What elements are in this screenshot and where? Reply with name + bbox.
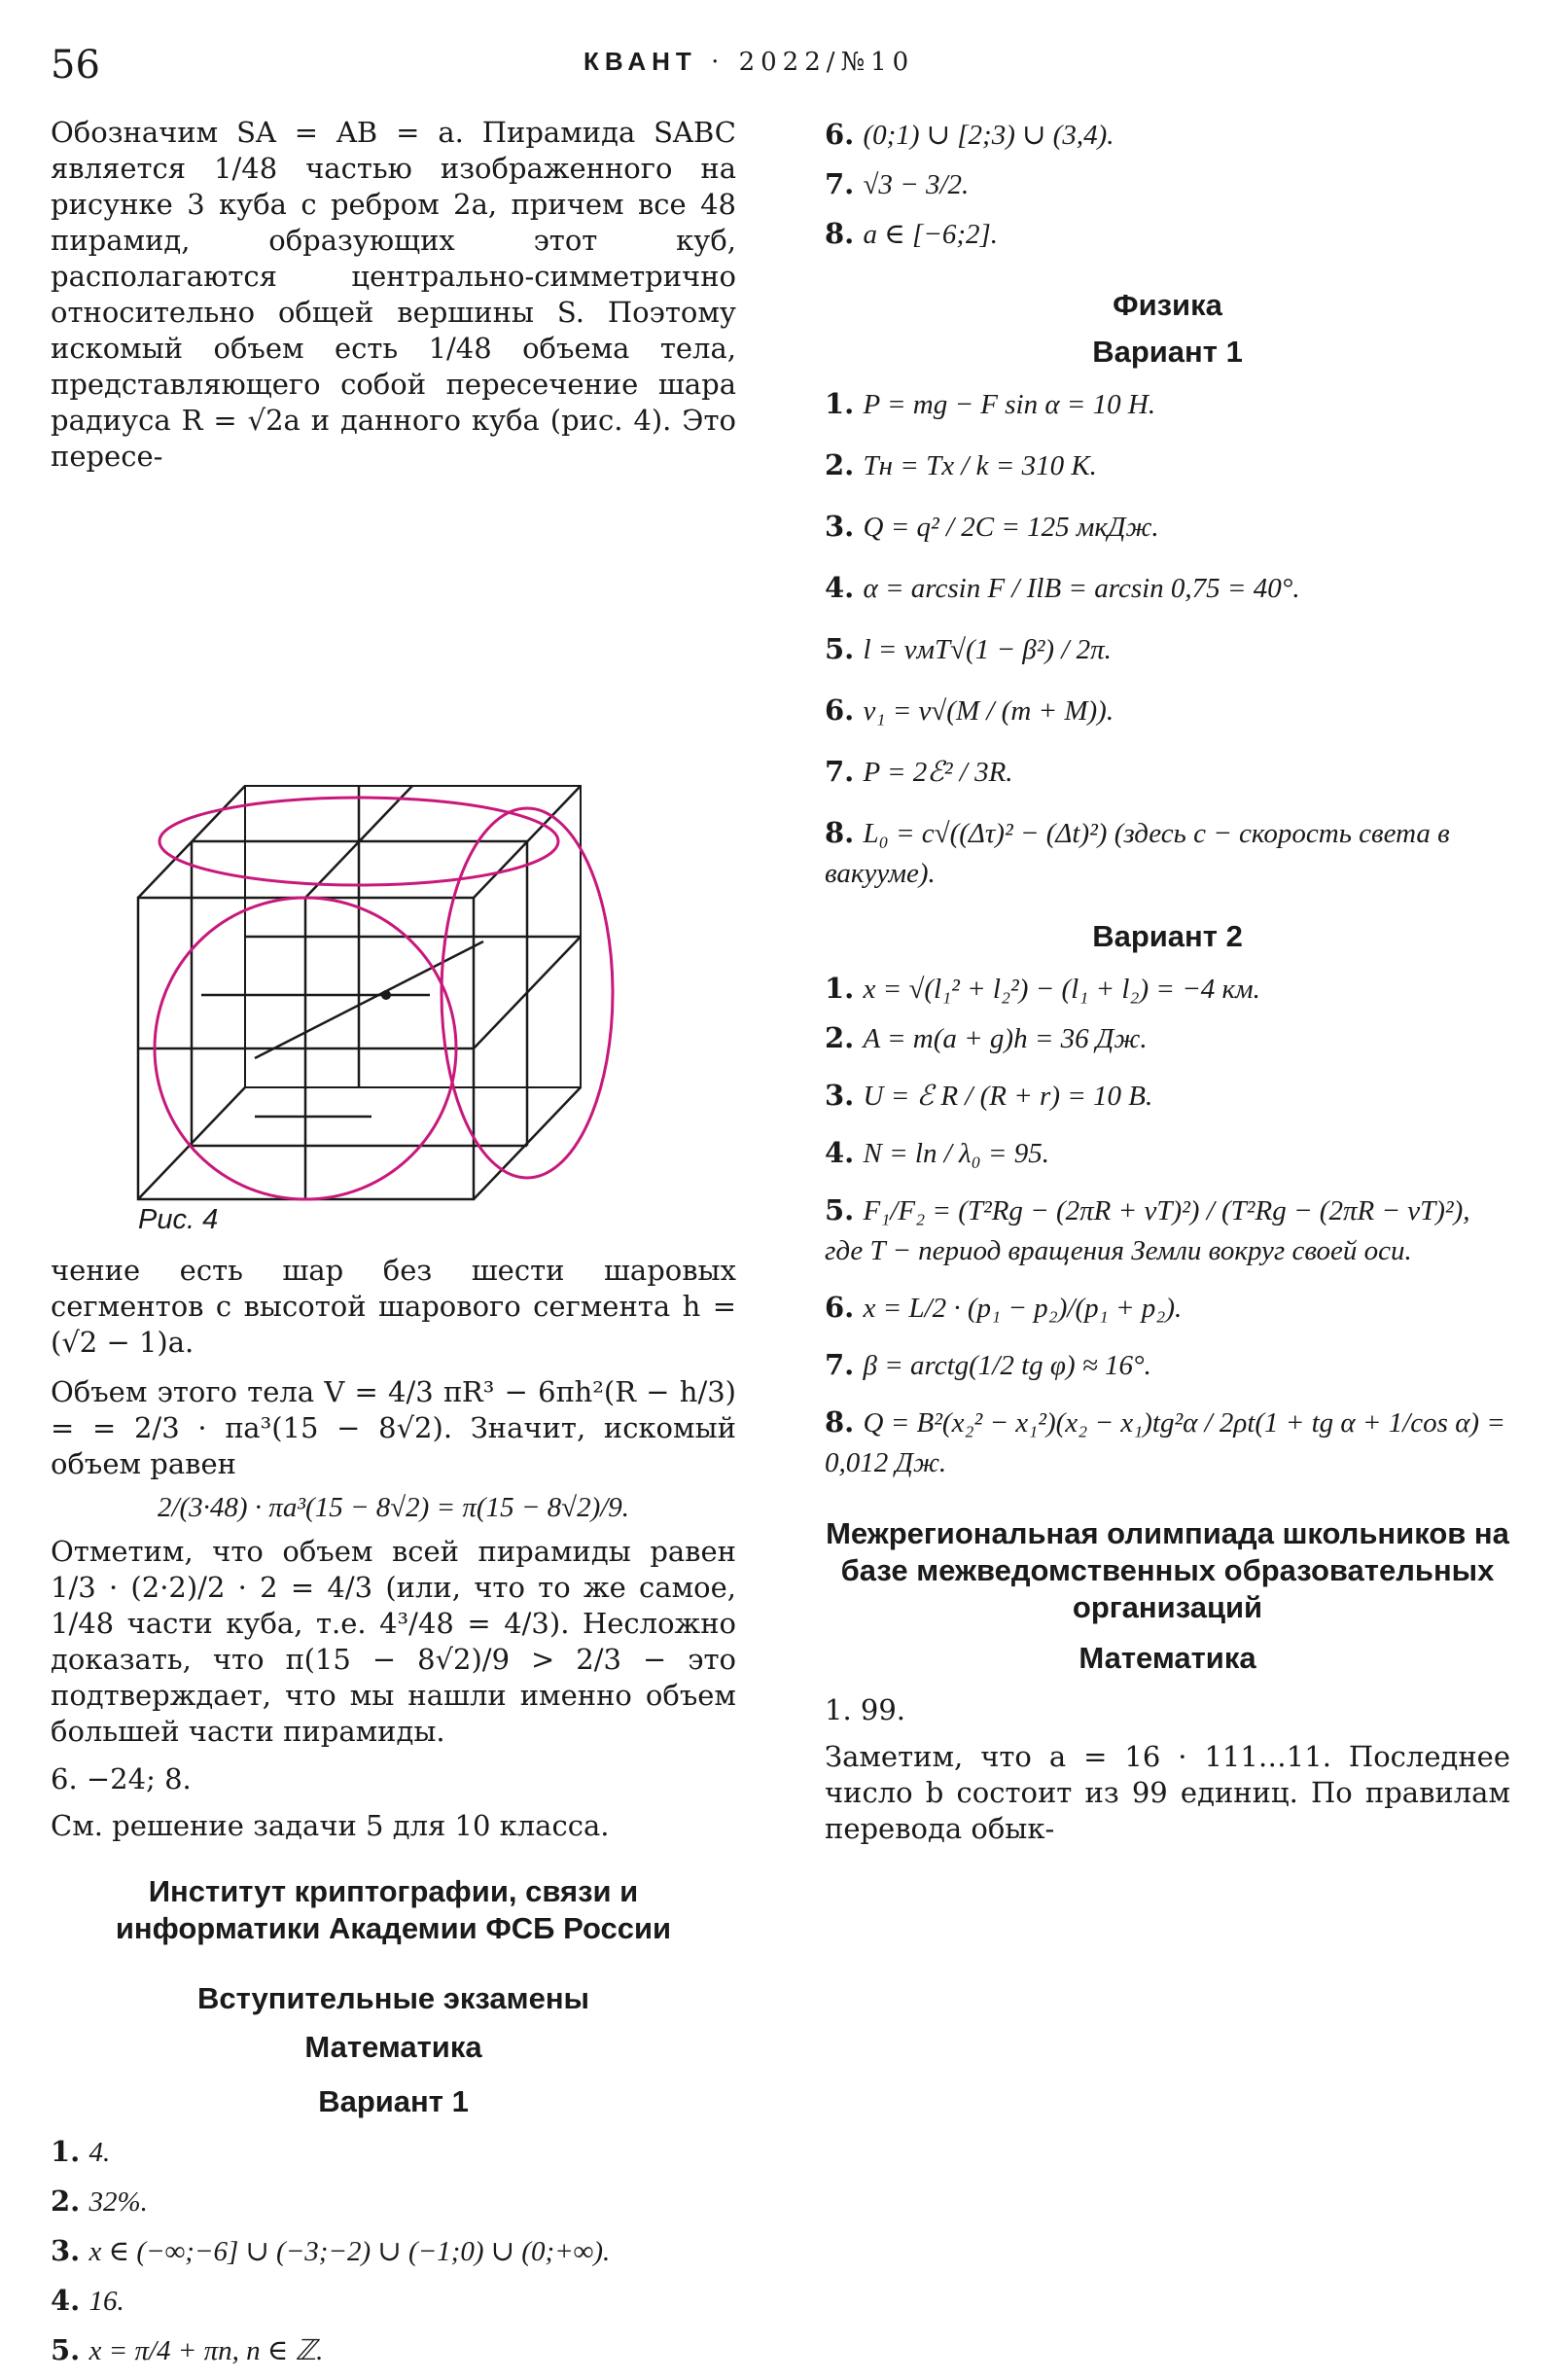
para-after-figure: чение есть шар без шести шаровых сегментов с высотой шарового сегмента h = (√2 − 1)a.	[51, 1254, 736, 1359]
running-head	[584, 47, 914, 77]
physics-variant2-title: Вариант 2	[1092, 919, 1243, 953]
list-item: 2. 32%.	[51, 2185, 148, 2218]
list-item: 6. (0;1) ∪ [2;3) ∪ (3,4).	[825, 118, 1114, 151]
physics-variant1-list	[825, 384, 1510, 893]
olympiad-title: Межрегиональная олимпиада школьников на базе межведомственных образовательных организаций	[826, 1516, 1509, 1624]
see-solution: См. решение задачи 5 для 10 класса.	[51, 1809, 610, 1842]
intro-paragraph: Обозначим SA = AB = a. Пирамида SABC является 1/48 частью изображенного на рисунке 3 куба с ребром 2a, причем все 48 пирамид, образующих этот куб, располагаются центрально-симметрично относительно общей вершины S. Поэтому искомый объем есть 1/48 объема тела, представляющего собой пересечение шара радиуса R = √2a и данного куба (рис. 4). Это пересе-	[51, 116, 736, 473]
variant-title: Вариант 1	[318, 2084, 469, 2118]
list-item: 4. 16.	[51, 2284, 124, 2317]
answer-6: 6. −24; 8.	[51, 1762, 192, 1795]
list-item: 1. 4.	[51, 2135, 111, 2168]
figure-4	[51, 475, 736, 1235]
list-item: 5. x = π/4 + πn, n ∈ ℤ.	[51, 2333, 324, 2366]
list-item: 2. Tн = Tх / k = 310 К.	[825, 448, 1097, 481]
physics-variant1-title: Вариант 1	[1092, 335, 1243, 369]
list-item: 7. P = 2ℰ² / 3R.	[825, 755, 1013, 788]
list-item: 8. L₀ = c√((Δτ)² − (Δt)²) (здесь c − скорость света в вакууме).	[825, 816, 1450, 889]
list-item: 5. l = vмT√(1 − β²) / 2π.	[825, 632, 1112, 665]
olympiad-paragraph: Заметим, что a = 16 · 111…11. Последнее число b состоит из 99 единиц. По правилам перевода обык-	[825, 1740, 1510, 1845]
right-column	[825, 115, 1510, 1847]
list-item: 6. v₁ = v√(M / (m + M)).	[825, 693, 1114, 727]
list-item: 5. F₁/F₂ = (T²Rg − (2πR + vT)²) / (T²Rg − (2πR − vT)²), где T − период вращения Земли вокруг своей оси.	[825, 1193, 1470, 1266]
list-item: 7. β = arctg(1/2 tg φ) ≈ 16°.	[825, 1348, 1151, 1381]
cube-sphere-diagram	[51, 475, 736, 1214]
page-number: 56	[51, 43, 100, 88]
volume-equation: 2/(3·48) · πa³(15 − 8√2) = π(15 − 8√2)/9.	[157, 1492, 630, 1523]
exams-title: Вступительные экзамены	[196, 1981, 590, 2015]
math-answers-list	[51, 2132, 736, 2370]
issue-number: · 2022/№10	[711, 48, 915, 77]
magazine-title: КВАНТ	[584, 47, 697, 76]
figure-caption: Рис. 4	[138, 1204, 219, 1235]
institute-title: Институт криптографии, связи и информатики Академии ФСБ России	[115, 1874, 672, 1945]
list-item: 8. Q = B²(x₂² − x₁²)(x₂ − x₁)tg²α / 2ρt(1 + tg α + 1/cos α) = 0,012 Дж.	[825, 1405, 1505, 1478]
list-item: 7. √3 − 3/2.	[825, 167, 970, 200]
list-item: 3. x ∈ (−∞;−6] ∪ (−3;−2) ∪ (−1;0) ∪ (0;+∞).	[51, 2234, 611, 2267]
olympiad-subject: Математика	[1079, 1641, 1256, 1675]
list-item: 6. x = L/2 · (p₁ − p₂)/(p₁ + p₂).	[825, 1291, 1183, 1324]
math-answers-continued	[825, 115, 1510, 254]
physics-variant2-list	[825, 969, 1510, 1482]
list-item: 1. x = √(l₁² + l₂²) − (l₁ + l₂) = −4 км.	[825, 972, 1260, 1005]
list-item: 3. Q = q² / 2C = 125 мкДж.	[825, 510, 1159, 543]
list-item: 3. U = ℰ R / (R + r) = 10 В.	[825, 1079, 1153, 1112]
subject-title: Математика	[304, 2030, 482, 2064]
note-paragraph: Отметим, что объем всей пирамиды равен 1/3 · (2·2)/2 · 2 = 4/3 (или, что то же самое, 1/48 части куба, т.е. 4³/48 = 4/3). Несложно доказать, что π(15 − 8√2)/9 > 2/3 − это подтверждает, что мы нашли именно объем большей части пирамиды.	[51, 1535, 736, 1748]
list-item: 4. α = arcsin F / IlB = arcsin 0,75 = 40°.	[825, 571, 1300, 604]
center-point	[381, 990, 391, 1000]
list-item: 2. A = m(a + g)h = 36 Дж.	[825, 1021, 1148, 1054]
list-item: 4. N = ln / λ₀ = 95.	[825, 1136, 1049, 1169]
list-item: 1. P = mg − F sin α = 10 Н.	[825, 387, 1156, 420]
left-column	[51, 115, 736, 2380]
list-item: 8. a ∈ [−6;2].	[825, 217, 999, 250]
olympiad-answer-1: 1. 99.	[825, 1693, 906, 1726]
physics-title: Физика	[1113, 288, 1222, 322]
volume-paragraph: Объем этого тела V = 4/3 πR³ − 6πh²(R − h/3) = = 2/3 · πa³(15 − 8√2). Значит, искомый объем равен	[51, 1375, 736, 1480]
